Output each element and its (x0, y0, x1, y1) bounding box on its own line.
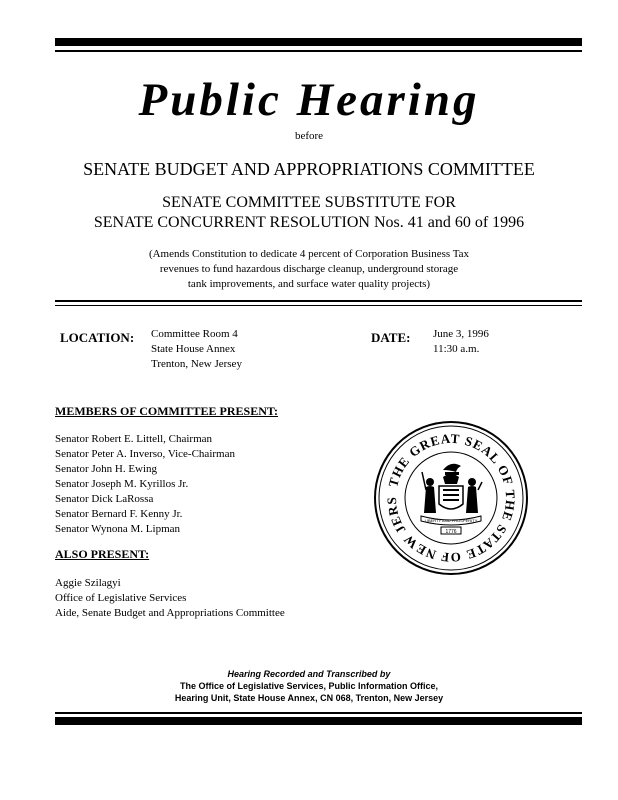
seal-ribbon-text: LIBERTY AND PROSPERITY (424, 518, 478, 523)
location-label: LOCATION: (60, 330, 135, 345)
amends-line-2: revenues to fund hazardous discharge cleanup, underground storage (159, 263, 459, 275)
location-line: Committee Room 4 (151, 328, 238, 340)
committee-name: SENATE BUDGET AND APPROPRIATIONS COMMITTEE (83, 159, 535, 179)
page-title: Public Hearing (138, 74, 480, 126)
before-text: before (294, 130, 324, 142)
mid-rule-1 (55, 300, 582, 302)
credit-line-1: Hearing Recorded and Transcribed by (227, 669, 391, 679)
member-name: Senator Joseph M. Kyrillos Jr. (55, 478, 189, 490)
date-line: June 3, 1996 (433, 328, 489, 340)
members-list (55, 432, 235, 537)
mid-rule-2 (55, 305, 582, 306)
transcription-credit (0, 668, 618, 704)
time-line: 11:30 a.m. (433, 343, 480, 355)
top-rule-thin (55, 50, 582, 52)
resolution-line-2: SENATE CONCURRENT RESOLUTION Nos. 41 and 60 of 1996 (93, 214, 525, 231)
members-heading: MEMBERS OF COMMITTEE PRESENT: (55, 404, 279, 418)
also-present-list (55, 576, 285, 621)
seal-year-text: 1776 (445, 529, 457, 535)
resolution-line-1: SENATE COMMITTEE SUBSTITUTE FOR (162, 194, 456, 211)
member-name: Senator Bernard F. Kenny Jr. (55, 508, 183, 520)
member-name: Senator Peter A. Inverso, Vice-Chairman (55, 448, 235, 460)
date-label: DATE: (371, 330, 411, 345)
credit-line-3: Hearing Unit, State House Annex, CN 068, Trenton, New Jersey (174, 693, 444, 703)
resolution-title (0, 193, 618, 233)
seal-ring-text: THE GREAT SEAL OF THE STATE OF NEW JERS (383, 430, 519, 566)
date-block (433, 327, 489, 357)
top-rule-thick (55, 38, 582, 46)
member-name: Senator Dick LaRossa (55, 493, 154, 505)
state-seal-icon (373, 420, 529, 576)
also-present-line: Aggie Szilagyi (55, 577, 121, 589)
bottom-rule-thick (55, 717, 582, 725)
location-line: Trenton, New Jersey (151, 358, 242, 370)
bottom-rule-thin (55, 712, 582, 714)
also-present-line: Office of Legislative Services (55, 592, 187, 604)
amends-line-1: (Amends Constitution to dedicate 4 percent of Corporation Business Tax (148, 248, 470, 260)
member-name: Senator Wynona M. Lipman (55, 523, 181, 535)
member-name: Senator John H. Ewing (55, 463, 158, 475)
amends-description (0, 247, 618, 292)
member-name: Senator Robert E. Littell, Chairman (55, 433, 213, 445)
amends-line-3: tank improvements, and surface water quality projects) (187, 278, 431, 290)
credit-line-2: The Office of Legislative Services, Public Information Office, (179, 681, 439, 691)
location-line: State House Annex (151, 343, 236, 355)
also-present-line: Aide, Senate Budget and Appropriations Committee (55, 607, 285, 619)
location-block (151, 327, 242, 372)
also-present-heading: ALSO PRESENT: (55, 547, 150, 561)
